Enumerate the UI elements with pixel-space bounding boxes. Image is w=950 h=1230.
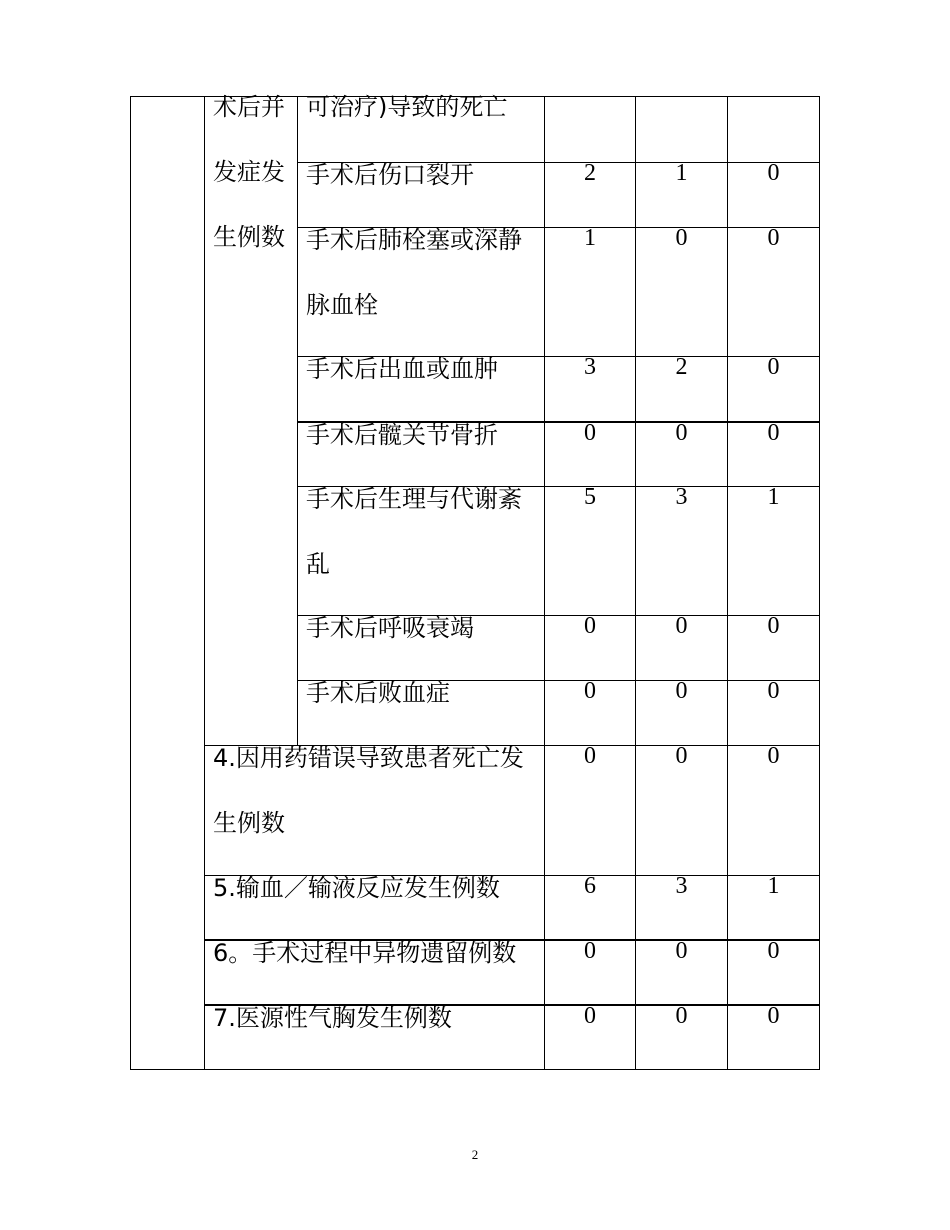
value-cell: 0 bbox=[767, 937, 780, 964]
value-cell: 5 bbox=[584, 484, 596, 510]
page-number: 2 bbox=[471, 1147, 479, 1162]
value-cell: 0 bbox=[675, 1002, 688, 1029]
value-cell: 0 bbox=[675, 419, 688, 446]
row-label: 手术后出血或血肿 bbox=[306, 355, 498, 383]
row-label: 6。手术过程中异物遗留例数 bbox=[213, 938, 517, 967]
value-cell: 0 bbox=[767, 1002, 780, 1029]
value-cell: 3 bbox=[675, 484, 688, 510]
group-cell bbox=[205, 93, 298, 746]
value-cell: 3 bbox=[584, 354, 596, 380]
value-cell: 0 bbox=[767, 225, 780, 251]
row-label: 手术后伤口裂开 bbox=[306, 161, 474, 189]
value-cell: 0 bbox=[584, 1002, 596, 1029]
blank-first-column bbox=[131, 97, 205, 1070]
row-label: 手术后肺栓塞或深静脉血栓 bbox=[306, 226, 522, 319]
value-cell: 0 bbox=[767, 419, 780, 446]
value-cell: 0 bbox=[675, 937, 688, 964]
row-label: 手术后败血症 bbox=[306, 679, 450, 707]
value-cell: 2 bbox=[584, 160, 596, 186]
value-cell: 0 bbox=[767, 354, 780, 380]
value-cell: 0 bbox=[584, 743, 596, 769]
value-cell: 0 bbox=[675, 225, 688, 251]
row-label: 4.因用药错误导致患者死亡发生例数 bbox=[213, 744, 524, 837]
value-cell: 0 bbox=[675, 613, 688, 639]
value-cell: 1 bbox=[767, 873, 780, 899]
value-cell: 0 bbox=[767, 160, 780, 186]
row-label: 手术后呼吸衰竭 bbox=[306, 614, 474, 642]
row-label: 手术后生理与代谢紊乱 bbox=[306, 485, 522, 578]
value-cell: 0 bbox=[767, 678, 780, 704]
indicator-table bbox=[130, 93, 820, 1070]
value-cell: 1 bbox=[767, 484, 780, 510]
group-label: 术后并发症发生例数 bbox=[213, 93, 285, 251]
table-row bbox=[131, 1005, 820, 1070]
value-cell: 3 bbox=[675, 873, 688, 899]
value-cell: 0 bbox=[675, 678, 688, 704]
value-cell: 0 bbox=[767, 743, 780, 769]
row-label: 5.输血／输液反应发生例数 bbox=[213, 874, 500, 902]
value-cell: 0 bbox=[584, 419, 596, 446]
value-cell: 0 bbox=[675, 743, 688, 769]
value-cell: 0 bbox=[584, 613, 596, 639]
value-cell: 6 bbox=[584, 873, 596, 899]
value-cell: 0 bbox=[767, 613, 780, 639]
row-label: 可治疗)导致的死亡 bbox=[306, 93, 508, 121]
value-cell: 0 bbox=[584, 678, 596, 704]
value-cell: 0 bbox=[584, 937, 596, 964]
row-label: 手术后髋关节骨折 bbox=[306, 420, 498, 449]
value-cell: 1 bbox=[675, 160, 688, 186]
row-label: 7.医源性气胸发生例数 bbox=[213, 1003, 452, 1032]
value-cell: 1 bbox=[584, 225, 596, 251]
value-cell: 2 bbox=[675, 354, 688, 380]
